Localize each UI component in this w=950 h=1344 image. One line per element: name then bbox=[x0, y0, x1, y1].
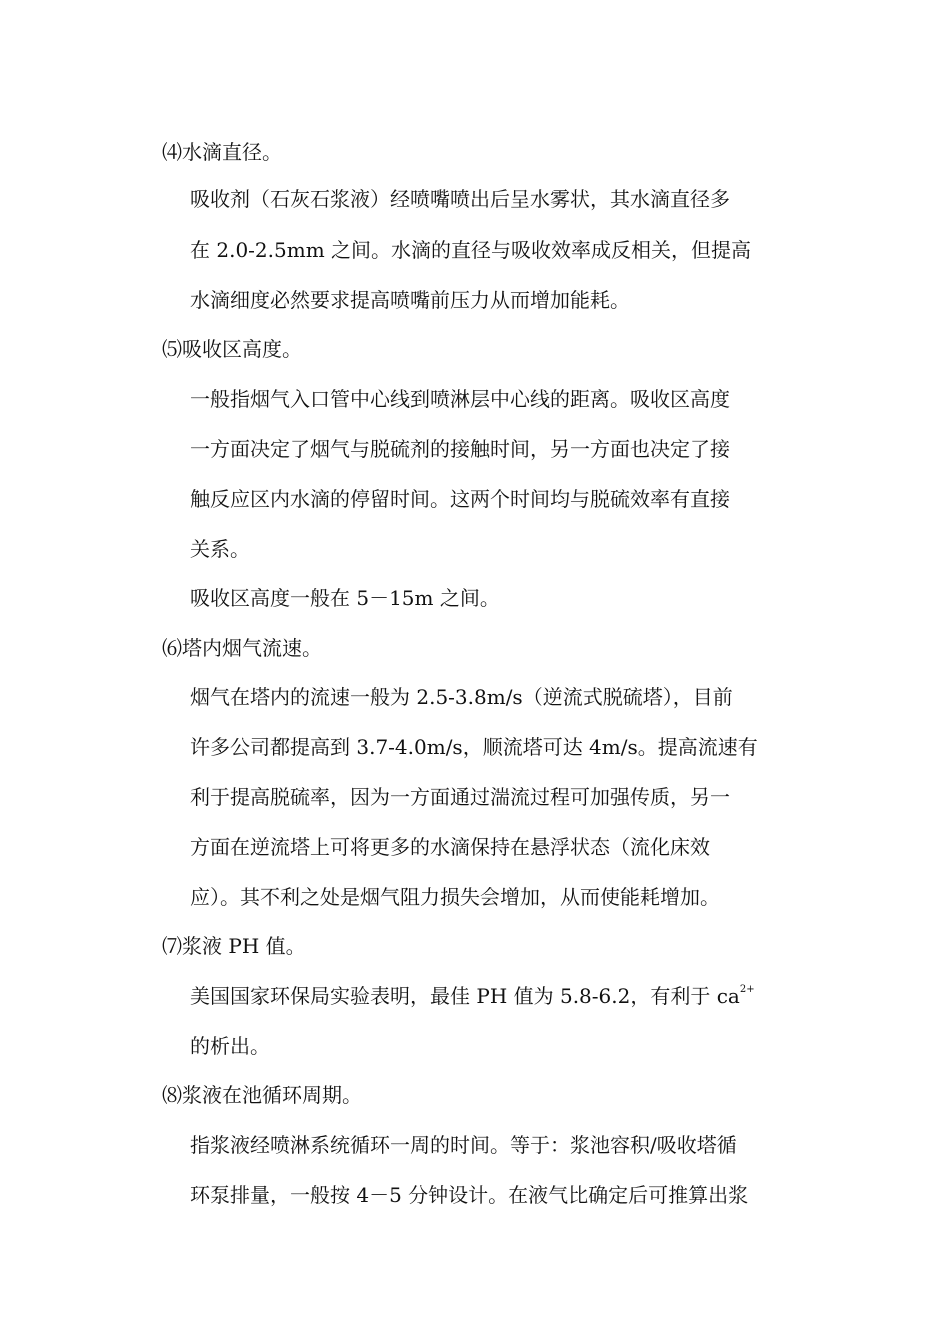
section-4-heading: ⑷水滴直径。 bbox=[162, 140, 282, 164]
section-7-line-1-text: 美国国家环保局实验表明，最佳 PH 值为 5.8-6.2，有利于 ca bbox=[190, 984, 740, 1008]
section-6-line-1: 烟气在塔内的流速一般为 2.5-3.8m/s（逆流式脱硫塔），目前 bbox=[190, 685, 733, 709]
section-5-line-5: 吸收区高度一般在 5－15m 之间。 bbox=[190, 586, 500, 610]
section-8-line-2: 环泵排量，一般按 4－5 分钟设计。在液气比确定后可推算出浆 bbox=[190, 1183, 749, 1207]
section-5-line-1: 一般指烟气入口管中心线到喷淋层中心线的距离。吸收区高度 bbox=[190, 387, 730, 411]
section-7-line-1 bbox=[190, 983, 755, 1009]
section-6-line-2: 许多公司都提高到 3.7-4.0m/s，顺流塔可达 4m/s。提高流速有 bbox=[190, 735, 758, 759]
superscript-2plus: 2+ bbox=[739, 984, 755, 995]
section-8-line-1: 指浆液经喷淋系统循环一周的时间。等于：浆池容积/吸收塔循 bbox=[190, 1133, 737, 1157]
section-8-heading: ⑻浆液在池循环周期。 bbox=[162, 1083, 362, 1107]
section-4-line-1: 吸收剂（石灰石浆液）经喷嘴喷出后呈水雾状，其水滴直径多 bbox=[190, 187, 730, 211]
section-5-line-2: 一方面决定了烟气与脱硫剂的接触时间，另一方面也决定了接 bbox=[190, 437, 730, 461]
section-5-heading: ⑸吸收区高度。 bbox=[162, 337, 302, 361]
section-4-line-2: 在 2.0-2.5mm 之间。水滴的直径与吸收效率成反相关，但提高 bbox=[190, 238, 752, 262]
section-6-line-5: 应）。其不利之处是烟气阻力损失会增加，从而使能耗增加。 bbox=[190, 885, 720, 909]
section-5-line-3: 触反应区内水滴的停留时间。这两个时间均与脱硫效率有直接 bbox=[190, 487, 730, 511]
section-6-line-4: 方面在逆流塔上可将更多的水滴保持在悬浮状态（流化床效 bbox=[190, 835, 710, 859]
section-7-line-2: 的析出。 bbox=[190, 1034, 270, 1058]
section-5-line-4: 关系。 bbox=[190, 537, 250, 561]
section-6-line-3: 利于提高脱硫率，因为一方面通过湍流过程可加强传质，另一 bbox=[190, 785, 730, 809]
section-6-heading: ⑹塔内烟气流速。 bbox=[162, 636, 322, 660]
section-4-line-3: 水滴细度必然要求提高喷嘴前压力从而增加能耗。 bbox=[190, 288, 630, 312]
section-7-heading: ⑺浆液 PH 值。 bbox=[162, 934, 306, 958]
